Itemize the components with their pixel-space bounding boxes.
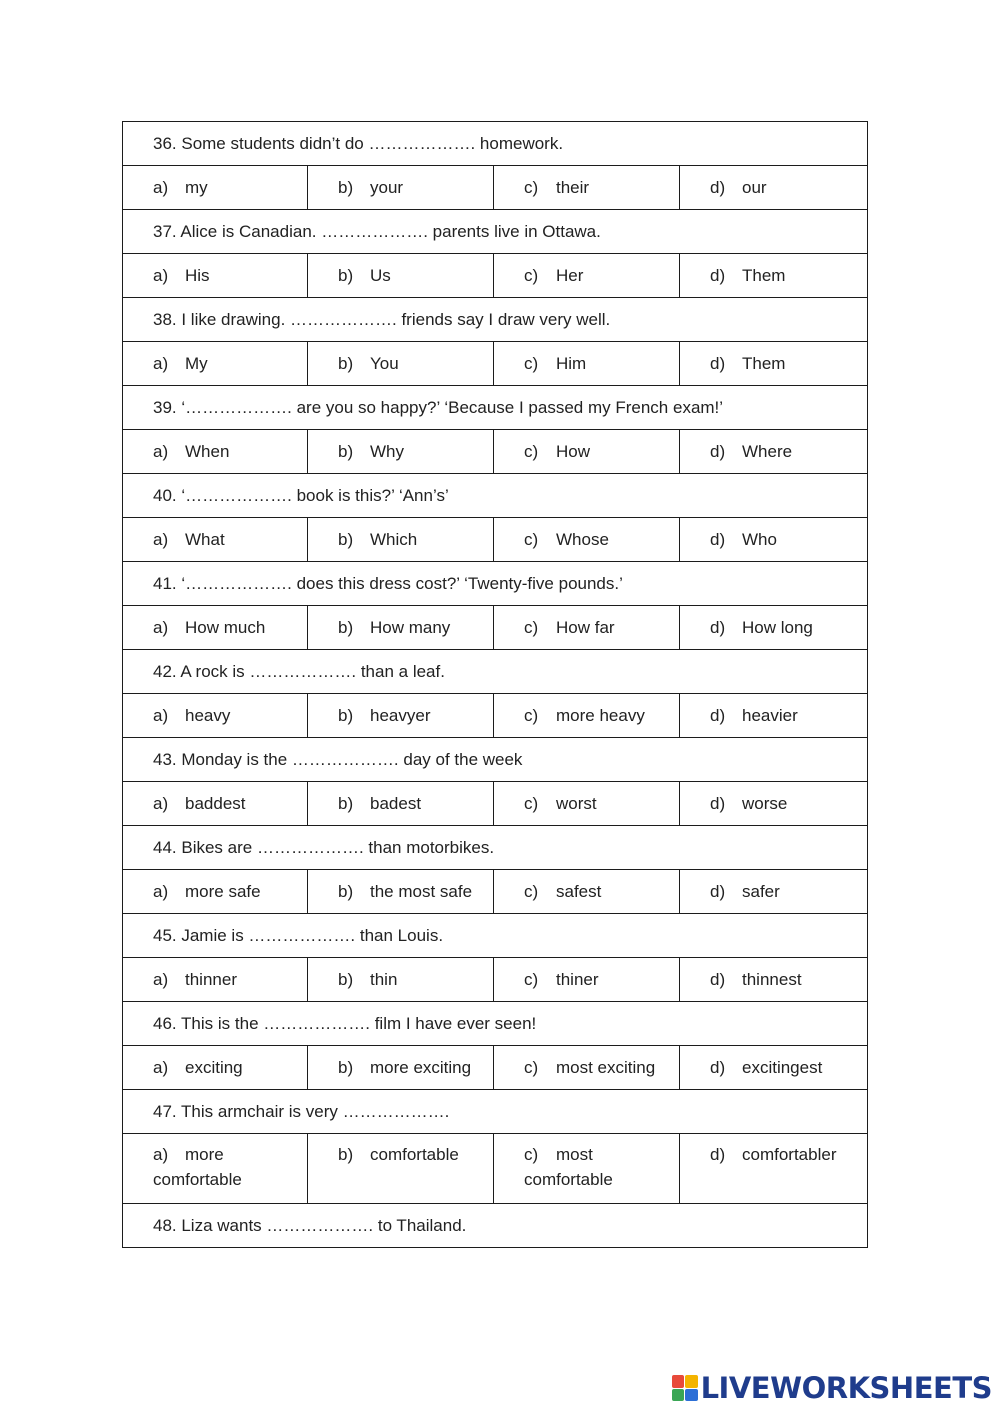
answer-option[interactable] bbox=[123, 694, 308, 738]
option-text: badest bbox=[370, 794, 422, 813]
option-letter: b) bbox=[338, 354, 354, 373]
option-letter: a) bbox=[153, 354, 169, 373]
option-letter: c) bbox=[524, 442, 539, 461]
option-text: You bbox=[370, 354, 399, 373]
answer-option[interactable] bbox=[680, 694, 868, 738]
option-text: baddest bbox=[185, 794, 246, 813]
option-text: thiner bbox=[556, 970, 599, 989]
option-text: Them bbox=[742, 266, 786, 285]
answer-option[interactable] bbox=[680, 606, 868, 650]
answer-option[interactable] bbox=[680, 166, 868, 210]
option-letter: c) bbox=[524, 882, 539, 901]
answer-option[interactable] bbox=[308, 606, 494, 650]
options-row bbox=[123, 782, 868, 826]
option-letter: b) bbox=[338, 794, 354, 813]
option-text: safer bbox=[742, 882, 780, 901]
answer-option[interactable] bbox=[308, 1134, 494, 1204]
answer-option[interactable] bbox=[308, 518, 494, 562]
option-text: How long bbox=[742, 618, 813, 637]
option-text: heavier bbox=[742, 706, 798, 725]
option-letter: a) bbox=[153, 442, 169, 461]
option-letter: d) bbox=[710, 1145, 726, 1164]
answer-option[interactable] bbox=[680, 1134, 868, 1204]
answer-option[interactable] bbox=[123, 782, 308, 826]
options-row bbox=[123, 518, 868, 562]
answer-option[interactable] bbox=[123, 254, 308, 298]
option-letter: a) bbox=[153, 1145, 169, 1164]
answer-option[interactable] bbox=[494, 166, 680, 210]
answer-option[interactable] bbox=[308, 342, 494, 386]
option-letter: d) bbox=[710, 178, 726, 197]
option-text: Which bbox=[370, 530, 418, 549]
option-letter: b) bbox=[338, 530, 354, 549]
option-letter: a) bbox=[153, 178, 169, 197]
question-row bbox=[123, 738, 868, 782]
option-text: Why bbox=[370, 442, 404, 461]
answer-option[interactable] bbox=[308, 430, 494, 474]
option-text: worse bbox=[742, 794, 788, 813]
option-text: my bbox=[185, 178, 208, 197]
question-row bbox=[123, 474, 868, 518]
option-text: How far bbox=[556, 618, 615, 637]
option-letter: d) bbox=[710, 530, 726, 549]
answer-option[interactable] bbox=[494, 694, 680, 738]
option-letter: c) bbox=[524, 354, 539, 373]
answer-option[interactable] bbox=[494, 870, 680, 914]
answer-option[interactable] bbox=[494, 430, 680, 474]
answer-option[interactable] bbox=[494, 342, 680, 386]
answer-option[interactable] bbox=[680, 870, 868, 914]
option-text: most exciting bbox=[556, 1058, 656, 1077]
question-row bbox=[123, 298, 868, 342]
option-letter: c) bbox=[524, 794, 539, 813]
option-letter: b) bbox=[338, 1058, 354, 1077]
option-letter: b) bbox=[338, 882, 354, 901]
option-text: Who bbox=[742, 530, 777, 549]
answer-option[interactable] bbox=[494, 254, 680, 298]
answer-option[interactable] bbox=[494, 1134, 680, 1204]
options-row bbox=[123, 430, 868, 474]
option-letter: d) bbox=[710, 882, 726, 901]
option-letter: a) bbox=[153, 530, 169, 549]
option-text: more heavy bbox=[556, 706, 645, 725]
question-text: 38. I like drawing. ………………. friends say I draw very well. bbox=[123, 298, 868, 342]
answer-option[interactable] bbox=[680, 254, 868, 298]
question-text: 47. This armchair is very ………………. bbox=[123, 1090, 868, 1134]
question-row bbox=[123, 386, 868, 430]
answer-option[interactable] bbox=[494, 518, 680, 562]
answer-option[interactable] bbox=[680, 430, 868, 474]
option-text: excitingest bbox=[742, 1058, 823, 1077]
question-text: 42. A rock is ………………. than a leaf. bbox=[123, 650, 868, 694]
answer-option[interactable] bbox=[123, 342, 308, 386]
question-text: 41. ‘………………. does this dress cost?’ ‘Twenty-five pounds.’ bbox=[123, 562, 868, 606]
option-text: our bbox=[742, 178, 767, 197]
answer-option[interactable] bbox=[680, 518, 868, 562]
option-letter: d) bbox=[710, 706, 726, 725]
option-letter: d) bbox=[710, 442, 726, 461]
option-text: Them bbox=[742, 354, 786, 373]
question-text: 36. Some students didn’t do ………………. homework. bbox=[123, 122, 868, 166]
question-row bbox=[123, 1002, 868, 1046]
question-row bbox=[123, 650, 868, 694]
option-text: What bbox=[185, 530, 225, 549]
question-row bbox=[123, 914, 868, 958]
options-row bbox=[123, 694, 868, 738]
answer-option[interactable] bbox=[680, 342, 868, 386]
option-letter: d) bbox=[710, 794, 726, 813]
option-text: the most safe bbox=[370, 882, 473, 901]
question-row bbox=[123, 1204, 868, 1248]
option-text: Whose bbox=[556, 530, 609, 549]
option-text: comfortabler bbox=[742, 1145, 837, 1164]
option-text: Us bbox=[370, 266, 391, 285]
question-row bbox=[123, 210, 868, 254]
logo-mark-icon bbox=[672, 1375, 698, 1401]
option-letter: b) bbox=[338, 266, 354, 285]
option-text: thin bbox=[370, 970, 398, 989]
option-text: When bbox=[185, 442, 230, 461]
answer-option[interactable] bbox=[680, 958, 868, 1002]
question-text: 45. Jamie is ………………. than Louis. bbox=[123, 914, 868, 958]
question-row bbox=[123, 826, 868, 870]
option-text: thinner bbox=[185, 970, 237, 989]
option-letter: a) bbox=[153, 706, 169, 725]
option-text: their bbox=[556, 178, 590, 197]
options-row bbox=[123, 166, 868, 210]
answer-option[interactable] bbox=[308, 166, 494, 210]
answer-option[interactable] bbox=[123, 430, 308, 474]
answer-option[interactable] bbox=[308, 782, 494, 826]
option-text: How bbox=[556, 442, 591, 461]
option-text: His bbox=[185, 266, 210, 285]
option-letter: c) bbox=[524, 1145, 539, 1164]
option-letter: d) bbox=[710, 266, 726, 285]
option-letter: a) bbox=[153, 882, 169, 901]
option-text: heavyer bbox=[370, 706, 431, 725]
answer-option[interactable] bbox=[494, 606, 680, 650]
question-row bbox=[123, 1090, 868, 1134]
answer-option[interactable] bbox=[308, 1046, 494, 1090]
option-text: How many bbox=[370, 618, 451, 637]
answer-option[interactable] bbox=[308, 254, 494, 298]
liveworksheets-logo bbox=[672, 1372, 992, 1404]
option-letter: d) bbox=[710, 618, 726, 637]
quiz-table bbox=[122, 121, 868, 1248]
answer-option[interactable] bbox=[680, 1046, 868, 1090]
answer-option[interactable] bbox=[308, 694, 494, 738]
options-row bbox=[123, 606, 868, 650]
option-letter: c) bbox=[524, 618, 539, 637]
option-letter: c) bbox=[524, 706, 539, 725]
option-letter: a) bbox=[153, 794, 169, 813]
option-letter: d) bbox=[710, 1058, 726, 1077]
answer-option[interactable] bbox=[680, 782, 868, 826]
question-text: 44. Bikes are ………………. than motorbikes. bbox=[123, 826, 868, 870]
option-letter: b) bbox=[338, 706, 354, 725]
option-letter: c) bbox=[524, 530, 539, 549]
answer-option[interactable] bbox=[123, 606, 308, 650]
question-text: 40. ‘………………. book is this?’ ‘Ann’s’ bbox=[123, 474, 868, 518]
option-text: more comfortable bbox=[153, 1145, 242, 1189]
option-text: Him bbox=[556, 354, 587, 373]
answer-option[interactable] bbox=[123, 958, 308, 1002]
options-row bbox=[123, 958, 868, 1002]
question-row bbox=[123, 122, 868, 166]
answer-option[interactable] bbox=[123, 870, 308, 914]
option-letter: d) bbox=[710, 354, 726, 373]
option-letter: c) bbox=[524, 266, 539, 285]
answer-option[interactable] bbox=[494, 782, 680, 826]
option-letter: a) bbox=[153, 266, 169, 285]
answer-option[interactable] bbox=[494, 1046, 680, 1090]
question-text: 39. ‘………………. are you so happy?’ ‘Because I passed my French exam!’ bbox=[123, 386, 868, 430]
question-text: 48. Liza wants ………………. to Thailand. bbox=[123, 1204, 868, 1248]
option-text: safest bbox=[556, 882, 602, 901]
option-letter: b) bbox=[338, 178, 354, 197]
option-text: My bbox=[185, 354, 208, 373]
option-letter: c) bbox=[524, 178, 539, 197]
option-text: more exciting bbox=[370, 1058, 472, 1077]
option-text: exciting bbox=[185, 1058, 243, 1077]
answer-option[interactable] bbox=[308, 958, 494, 1002]
logo-text: LIVEWORKSHEETS bbox=[700, 1371, 992, 1405]
answer-option[interactable] bbox=[308, 870, 494, 914]
option-text: thinnest bbox=[742, 970, 802, 989]
options-row bbox=[123, 342, 868, 386]
option-text: most comfortable bbox=[524, 1145, 613, 1189]
option-text: your bbox=[370, 178, 404, 197]
option-letter: a) bbox=[153, 618, 169, 637]
answer-option[interactable] bbox=[123, 1134, 308, 1204]
option-text: heavy bbox=[185, 706, 231, 725]
answer-option[interactable] bbox=[494, 958, 680, 1002]
option-letter: c) bbox=[524, 970, 539, 989]
option-letter: b) bbox=[338, 618, 354, 637]
answer-option[interactable] bbox=[123, 1046, 308, 1090]
question-row bbox=[123, 562, 868, 606]
option-text: How much bbox=[185, 618, 266, 637]
question-text: 37. Alice is Canadian. ………………. parents live in Ottawa. bbox=[123, 210, 868, 254]
option-text: worst bbox=[556, 794, 597, 813]
option-letter: b) bbox=[338, 970, 354, 989]
options-row bbox=[123, 870, 868, 914]
answer-option[interactable] bbox=[123, 518, 308, 562]
options-row bbox=[123, 1046, 868, 1090]
answer-option[interactable] bbox=[123, 166, 308, 210]
question-text: 46. This is the ………………. film I have ever seen! bbox=[123, 1002, 868, 1046]
option-letter: a) bbox=[153, 970, 169, 989]
option-text: Her bbox=[556, 266, 584, 285]
option-text: Where bbox=[742, 442, 793, 461]
option-letter: b) bbox=[338, 1145, 354, 1164]
question-text: 43. Monday is the ………………. day of the week bbox=[123, 738, 868, 782]
options-row bbox=[123, 254, 868, 298]
option-letter: c) bbox=[524, 1058, 539, 1077]
option-letter: b) bbox=[338, 442, 354, 461]
option-text: comfortable bbox=[370, 1145, 459, 1164]
option-letter: a) bbox=[153, 1058, 169, 1077]
option-letter: d) bbox=[710, 970, 726, 989]
option-text: more safe bbox=[185, 882, 261, 901]
options-row bbox=[123, 1134, 868, 1204]
